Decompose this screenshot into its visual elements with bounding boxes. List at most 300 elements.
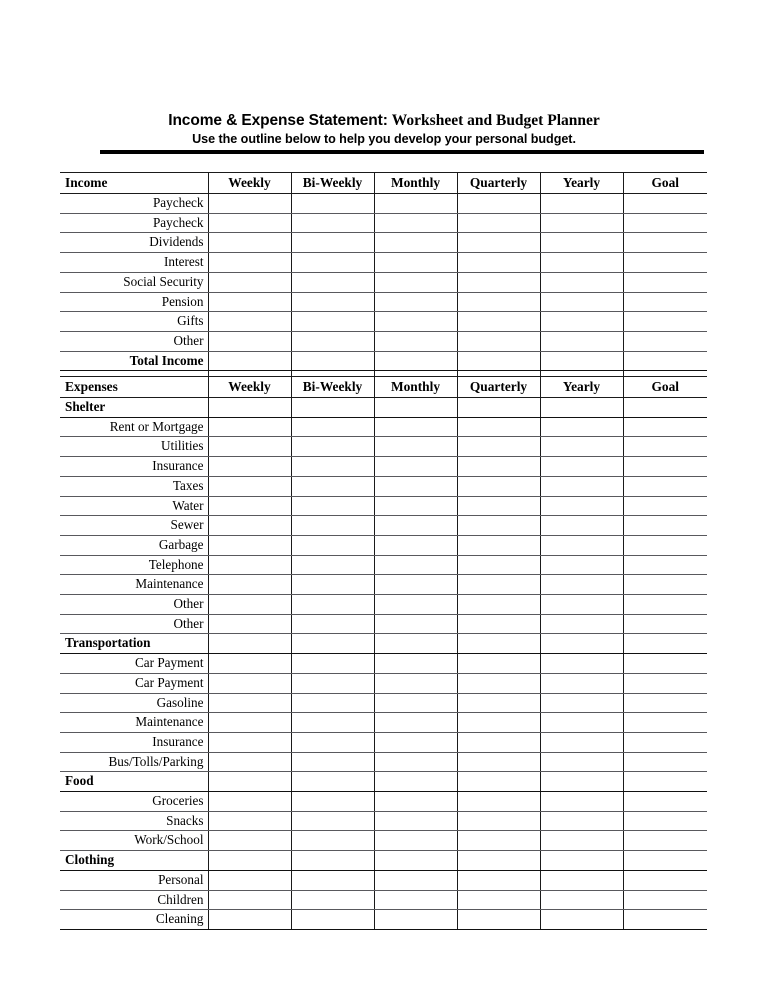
rent-or-mortgage-input-cell[interactable]	[374, 417, 457, 437]
table-row	[60, 417, 707, 437]
column-header-weekly: Weekly	[208, 173, 291, 194]
children-input-cell[interactable]	[540, 890, 623, 910]
row-label-insurance: Insurance	[60, 457, 208, 477]
column-header-yearly: Yearly	[540, 173, 623, 194]
row-label-other: Other	[60, 614, 208, 634]
table-row	[60, 811, 707, 831]
car-payment-input-cell[interactable]	[540, 654, 623, 674]
social-security-input-cell[interactable]	[208, 272, 291, 292]
paycheck-input-cell[interactable]	[374, 194, 457, 214]
sewer-input-cell[interactable]	[457, 516, 540, 536]
gasoline-input-cell[interactable]	[457, 693, 540, 713]
garbage-input-cell[interactable]	[374, 535, 457, 555]
personal-input-cell[interactable]	[291, 870, 374, 890]
maintenance-input-cell[interactable]	[208, 713, 291, 733]
row-label-other: Other	[60, 331, 208, 351]
garbage-input-cell[interactable]	[291, 535, 374, 555]
work-school-input-cell[interactable]	[208, 831, 291, 851]
gifts-input-cell[interactable]	[208, 312, 291, 332]
social-security-input-cell[interactable]	[540, 272, 623, 292]
shelter-input-cell[interactable]	[291, 398, 374, 418]
taxes-input-cell[interactable]	[208, 476, 291, 496]
table-row	[60, 331, 707, 351]
clothing-input-cell[interactable]	[623, 851, 707, 871]
telephone-input-cell[interactable]	[291, 555, 374, 575]
groceries-input-cell[interactable]	[291, 792, 374, 812]
insurance-input-cell[interactable]	[374, 732, 457, 752]
gasoline-input-cell[interactable]	[291, 693, 374, 713]
groceries-input-cell[interactable]	[374, 792, 457, 812]
other-input-cell[interactable]	[208, 331, 291, 351]
work-school-input-cell[interactable]	[291, 831, 374, 851]
total-income-input-cell[interactable]	[457, 351, 540, 371]
social-security-input-cell[interactable]	[457, 272, 540, 292]
personal-input-cell[interactable]	[208, 870, 291, 890]
row-label-car-payment: Car Payment	[60, 673, 208, 693]
row-label-garbage: Garbage	[60, 535, 208, 555]
row-label-pension: Pension	[60, 292, 208, 312]
car-payment-input-cell[interactable]	[540, 673, 623, 693]
bus-tolls-parking-input-cell[interactable]	[291, 752, 374, 772]
snacks-input-cell[interactable]	[623, 811, 707, 831]
pension-input-cell[interactable]	[623, 292, 707, 312]
children-input-cell[interactable]	[291, 890, 374, 910]
table-row	[60, 654, 707, 674]
car-payment-input-cell[interactable]	[457, 673, 540, 693]
other-input-cell[interactable]	[208, 595, 291, 615]
paycheck-input-cell[interactable]	[623, 213, 707, 233]
utilities-input-cell[interactable]	[374, 437, 457, 457]
bus-tolls-parking-input-cell[interactable]	[623, 752, 707, 772]
interest-input-cell[interactable]	[374, 253, 457, 273]
cleaning-input-cell[interactable]	[623, 910, 707, 930]
table-row	[60, 792, 707, 812]
cleaning-input-cell[interactable]	[291, 910, 374, 930]
car-payment-input-cell[interactable]	[291, 654, 374, 674]
subtitle-line	[0, 131, 768, 147]
telephone-input-cell[interactable]	[208, 555, 291, 575]
bus-tolls-parking-input-cell[interactable]	[374, 752, 457, 772]
page-subtitle-serif: Worksheet and Budget Planner	[391, 112, 600, 129]
insurance-input-cell[interactable]	[540, 457, 623, 477]
gasoline-input-cell[interactable]	[374, 693, 457, 713]
car-payment-input-cell[interactable]	[374, 654, 457, 674]
pension-input-cell[interactable]	[291, 292, 374, 312]
other-input-cell[interactable]	[540, 595, 623, 615]
paycheck-input-cell[interactable]	[208, 213, 291, 233]
cleaning-input-cell[interactable]	[374, 910, 457, 930]
row-label-snacks: Snacks	[60, 811, 208, 831]
utilities-input-cell[interactable]	[457, 437, 540, 457]
transportation-input-cell[interactable]	[623, 634, 707, 654]
column-header-weekly: Weekly	[208, 377, 291, 398]
row-label-telephone: Telephone	[60, 555, 208, 575]
expenses-table	[60, 376, 707, 930]
utilities-input-cell[interactable]	[623, 437, 707, 457]
personal-input-cell[interactable]	[457, 870, 540, 890]
table-row	[60, 614, 707, 634]
rent-or-mortgage-input-cell[interactable]	[291, 417, 374, 437]
garbage-input-cell[interactable]	[208, 535, 291, 555]
paycheck-input-cell[interactable]	[540, 194, 623, 214]
telephone-input-cell[interactable]	[540, 555, 623, 575]
other-input-cell[interactable]	[623, 614, 707, 634]
table-row	[60, 253, 707, 273]
car-payment-input-cell[interactable]	[623, 673, 707, 693]
telephone-input-cell[interactable]	[623, 555, 707, 575]
interest-input-cell[interactable]	[540, 253, 623, 273]
row-label-social-security: Social Security	[60, 272, 208, 292]
total-income-input-cell[interactable]	[374, 351, 457, 371]
clothing-input-cell[interactable]	[540, 851, 623, 871]
pension-input-cell[interactable]	[208, 292, 291, 312]
transportation-input-cell[interactable]	[208, 634, 291, 654]
row-label-paycheck: Paycheck	[60, 194, 208, 214]
table-row	[60, 476, 707, 496]
shelter-input-cell[interactable]	[540, 398, 623, 418]
maintenance-input-cell[interactable]	[208, 575, 291, 595]
gifts-input-cell[interactable]	[623, 312, 707, 332]
maintenance-input-cell[interactable]	[457, 713, 540, 733]
other-input-cell[interactable]	[623, 331, 707, 351]
taxes-input-cell[interactable]	[457, 476, 540, 496]
paycheck-input-cell[interactable]	[208, 194, 291, 214]
food-input-cell[interactable]	[374, 772, 457, 792]
row-label-utilities: Utilities	[60, 437, 208, 457]
row-label-other: Other	[60, 595, 208, 615]
taxes-input-cell[interactable]	[291, 476, 374, 496]
interest-input-cell[interactable]	[208, 253, 291, 273]
row-label-gasoline: Gasoline	[60, 693, 208, 713]
income-header-row	[60, 173, 707, 194]
table-row	[60, 233, 707, 253]
expenses-header-label: Expenses	[60, 377, 208, 398]
insurance-input-cell[interactable]	[457, 457, 540, 477]
maintenance-input-cell[interactable]	[623, 713, 707, 733]
other-input-cell[interactable]	[291, 595, 374, 615]
row-label-bus-tolls-parking: Bus/Tolls/Parking	[60, 752, 208, 772]
row-label-paycheck: Paycheck	[60, 213, 208, 233]
garbage-input-cell[interactable]	[457, 535, 540, 555]
food-input-cell[interactable]	[208, 772, 291, 792]
shelter-input-cell[interactable]	[374, 398, 457, 418]
income-header-label: Income	[60, 173, 208, 194]
table-row	[60, 870, 707, 890]
interest-input-cell[interactable]	[457, 253, 540, 273]
rent-or-mortgage-input-cell[interactable]	[623, 417, 707, 437]
car-payment-input-cell[interactable]	[623, 654, 707, 674]
other-input-cell[interactable]	[457, 595, 540, 615]
expenses-table-body	[60, 377, 707, 930]
gifts-input-cell[interactable]	[457, 312, 540, 332]
other-input-cell[interactable]	[540, 331, 623, 351]
sewer-input-cell[interactable]	[374, 516, 457, 536]
dividends-input-cell[interactable]	[457, 233, 540, 253]
transportation-input-cell[interactable]	[374, 634, 457, 654]
sewer-input-cell[interactable]	[208, 516, 291, 536]
sewer-input-cell[interactable]	[291, 516, 374, 536]
gasoline-input-cell[interactable]	[208, 693, 291, 713]
row-label-total-income: Total Income	[60, 351, 208, 371]
gasoline-input-cell[interactable]	[623, 693, 707, 713]
dividends-input-cell[interactable]	[374, 233, 457, 253]
taxes-input-cell[interactable]	[540, 476, 623, 496]
row-label-interest: Interest	[60, 253, 208, 273]
personal-input-cell[interactable]	[374, 870, 457, 890]
column-header-quarterly: Quarterly	[457, 173, 540, 194]
pension-input-cell[interactable]	[374, 292, 457, 312]
utilities-input-cell[interactable]	[208, 437, 291, 457]
total-income-input-cell[interactable]	[540, 351, 623, 371]
pension-input-cell[interactable]	[457, 292, 540, 312]
table-row	[60, 555, 707, 575]
garbage-input-cell[interactable]	[623, 535, 707, 555]
paycheck-input-cell[interactable]	[374, 213, 457, 233]
dividends-input-cell[interactable]	[623, 233, 707, 253]
paycheck-input-cell[interactable]	[540, 213, 623, 233]
children-input-cell[interactable]	[374, 890, 457, 910]
maintenance-input-cell[interactable]	[374, 713, 457, 733]
other-input-cell[interactable]	[374, 331, 457, 351]
shelter-input-cell[interactable]	[623, 398, 707, 418]
cleaning-input-cell[interactable]	[457, 910, 540, 930]
groceries-input-cell[interactable]	[540, 792, 623, 812]
gifts-input-cell[interactable]	[291, 312, 374, 332]
children-input-cell[interactable]	[457, 890, 540, 910]
gifts-input-cell[interactable]	[374, 312, 457, 332]
insurance-input-cell[interactable]	[291, 457, 374, 477]
table-row	[60, 713, 707, 733]
other-input-cell[interactable]	[540, 614, 623, 634]
total-income-input-cell[interactable]	[208, 351, 291, 371]
rent-or-mortgage-input-cell[interactable]	[208, 417, 291, 437]
other-input-cell[interactable]	[291, 331, 374, 351]
car-payment-input-cell[interactable]	[208, 673, 291, 693]
water-input-cell[interactable]	[374, 496, 457, 516]
rent-or-mortgage-input-cell[interactable]	[540, 417, 623, 437]
shelter-input-cell[interactable]	[208, 398, 291, 418]
utilities-input-cell[interactable]	[291, 437, 374, 457]
children-input-cell[interactable]	[623, 890, 707, 910]
water-input-cell[interactable]	[623, 496, 707, 516]
cleaning-input-cell[interactable]	[208, 910, 291, 930]
row-label-cleaning: Cleaning	[60, 910, 208, 930]
table-row	[60, 575, 707, 595]
other-input-cell[interactable]	[291, 614, 374, 634]
clothing-input-cell[interactable]	[374, 851, 457, 871]
social-security-input-cell[interactable]	[623, 272, 707, 292]
food-input-cell[interactable]	[457, 772, 540, 792]
groceries-input-cell[interactable]	[623, 792, 707, 812]
personal-input-cell[interactable]	[540, 870, 623, 890]
row-label-groceries: Groceries	[60, 792, 208, 812]
maintenance-input-cell[interactable]	[623, 575, 707, 595]
water-input-cell[interactable]	[208, 496, 291, 516]
dividends-input-cell[interactable]	[540, 233, 623, 253]
category-row	[60, 398, 707, 418]
clothing-input-cell[interactable]	[208, 851, 291, 871]
page-title: Income & Expense Statement:	[168, 112, 388, 129]
dividends-input-cell[interactable]	[208, 233, 291, 253]
table-row	[60, 213, 707, 233]
table-row	[60, 272, 707, 292]
other-input-cell[interactable]	[374, 614, 457, 634]
table-row	[60, 437, 707, 457]
table-row	[60, 752, 707, 772]
page-instruction: Use the outline below to help you develop your personal budget.	[192, 132, 576, 146]
telephone-input-cell[interactable]	[374, 555, 457, 575]
insurance-input-cell[interactable]	[208, 732, 291, 752]
social-security-input-cell[interactable]	[374, 272, 457, 292]
other-input-cell[interactable]	[457, 331, 540, 351]
utilities-input-cell[interactable]	[540, 437, 623, 457]
children-input-cell[interactable]	[208, 890, 291, 910]
column-header-quarterly: Quarterly	[457, 377, 540, 398]
table-row	[60, 693, 707, 713]
gifts-input-cell[interactable]	[540, 312, 623, 332]
garbage-input-cell[interactable]	[540, 535, 623, 555]
social-security-input-cell[interactable]	[291, 272, 374, 292]
other-input-cell[interactable]	[374, 595, 457, 615]
insurance-input-cell[interactable]	[374, 457, 457, 477]
title-line	[0, 112, 768, 129]
table-row	[60, 910, 707, 930]
sewer-input-cell[interactable]	[623, 516, 707, 536]
insurance-input-cell[interactable]	[540, 732, 623, 752]
water-input-cell[interactable]	[291, 496, 374, 516]
table-row	[60, 457, 707, 477]
total-income-input-cell[interactable]	[291, 351, 374, 371]
total-income-input-cell[interactable]	[623, 351, 707, 371]
transportation-input-cell[interactable]	[457, 634, 540, 654]
insurance-input-cell[interactable]	[208, 457, 291, 477]
bus-tolls-parking-input-cell[interactable]	[457, 752, 540, 772]
groceries-input-cell[interactable]	[208, 792, 291, 812]
paycheck-input-cell[interactable]	[623, 194, 707, 214]
table-row	[60, 194, 707, 214]
car-payment-input-cell[interactable]	[291, 673, 374, 693]
car-payment-input-cell[interactable]	[374, 673, 457, 693]
maintenance-input-cell[interactable]	[540, 575, 623, 595]
dividends-input-cell[interactable]	[291, 233, 374, 253]
insurance-input-cell[interactable]	[457, 732, 540, 752]
table-row	[60, 890, 707, 910]
row-label-taxes: Taxes	[60, 476, 208, 496]
maintenance-input-cell[interactable]	[374, 575, 457, 595]
row-label-water: Water	[60, 496, 208, 516]
work-school-input-cell[interactable]	[457, 831, 540, 851]
row-label-car-payment: Car Payment	[60, 654, 208, 674]
row-label-work-school: Work/School	[60, 831, 208, 851]
work-school-input-cell[interactable]	[540, 831, 623, 851]
maintenance-input-cell[interactable]	[291, 713, 374, 733]
column-header-yearly: Yearly	[540, 377, 623, 398]
table-row	[60, 516, 707, 536]
paycheck-input-cell[interactable]	[291, 213, 374, 233]
document-title-block	[0, 112, 768, 147]
table-row	[60, 292, 707, 312]
snacks-input-cell[interactable]	[291, 811, 374, 831]
clothing-input-cell[interactable]	[457, 851, 540, 871]
clothing-input-cell[interactable]	[291, 851, 374, 871]
column-header-monthly: Monthly	[374, 377, 457, 398]
sewer-input-cell[interactable]	[540, 516, 623, 536]
taxes-input-cell[interactable]	[623, 476, 707, 496]
groceries-input-cell[interactable]	[457, 792, 540, 812]
food-input-cell[interactable]	[291, 772, 374, 792]
title-divider-rule	[100, 150, 704, 154]
maintenance-input-cell[interactable]	[540, 713, 623, 733]
paycheck-input-cell[interactable]	[457, 194, 540, 214]
bus-tolls-parking-input-cell[interactable]	[208, 752, 291, 772]
bus-tolls-parking-input-cell[interactable]	[540, 752, 623, 772]
maintenance-input-cell[interactable]	[457, 575, 540, 595]
expenses-header-row	[60, 377, 707, 398]
column-header-goal: Goal	[623, 173, 707, 194]
transportation-input-cell[interactable]	[540, 634, 623, 654]
car-payment-input-cell[interactable]	[457, 654, 540, 674]
car-payment-input-cell[interactable]	[208, 654, 291, 674]
rent-or-mortgage-input-cell[interactable]	[457, 417, 540, 437]
water-input-cell[interactable]	[457, 496, 540, 516]
gasoline-input-cell[interactable]	[540, 693, 623, 713]
row-label-personal: Personal	[60, 870, 208, 890]
food-input-cell[interactable]	[540, 772, 623, 792]
maintenance-input-cell[interactable]	[291, 575, 374, 595]
snacks-input-cell[interactable]	[208, 811, 291, 831]
row-label-gifts: Gifts	[60, 312, 208, 332]
transportation-input-cell[interactable]	[291, 634, 374, 654]
interest-input-cell[interactable]	[291, 253, 374, 273]
table-row	[60, 595, 707, 615]
row-label-clothing: Clothing	[60, 851, 208, 871]
food-input-cell[interactable]	[623, 772, 707, 792]
snacks-input-cell[interactable]	[457, 811, 540, 831]
other-input-cell[interactable]	[623, 595, 707, 615]
row-label-maintenance: Maintenance	[60, 713, 208, 733]
paycheck-input-cell[interactable]	[457, 213, 540, 233]
table-row	[60, 535, 707, 555]
table-row	[60, 732, 707, 752]
snacks-input-cell[interactable]	[374, 811, 457, 831]
row-label-insurance: Insurance	[60, 732, 208, 752]
row-label-rent-or-mortgage: Rent or Mortgage	[60, 417, 208, 437]
personal-input-cell[interactable]	[623, 870, 707, 890]
column-header-bi-weekly: Bi-Weekly	[291, 377, 374, 398]
category-row	[60, 851, 707, 871]
insurance-input-cell[interactable]	[291, 732, 374, 752]
work-school-input-cell[interactable]	[623, 831, 707, 851]
interest-input-cell[interactable]	[623, 253, 707, 273]
other-input-cell[interactable]	[208, 614, 291, 634]
insurance-input-cell[interactable]	[623, 457, 707, 477]
pension-input-cell[interactable]	[540, 292, 623, 312]
paycheck-input-cell[interactable]	[291, 194, 374, 214]
telephone-input-cell[interactable]	[457, 555, 540, 575]
shelter-input-cell[interactable]	[457, 398, 540, 418]
category-row	[60, 772, 707, 792]
row-label-transportation: Transportation	[60, 634, 208, 654]
work-school-input-cell[interactable]	[374, 831, 457, 851]
snacks-input-cell[interactable]	[540, 811, 623, 831]
cleaning-input-cell[interactable]	[540, 910, 623, 930]
table-row	[60, 673, 707, 693]
water-input-cell[interactable]	[540, 496, 623, 516]
insurance-input-cell[interactable]	[623, 732, 707, 752]
other-input-cell[interactable]	[457, 614, 540, 634]
row-label-sewer: Sewer	[60, 516, 208, 536]
taxes-input-cell[interactable]	[374, 476, 457, 496]
